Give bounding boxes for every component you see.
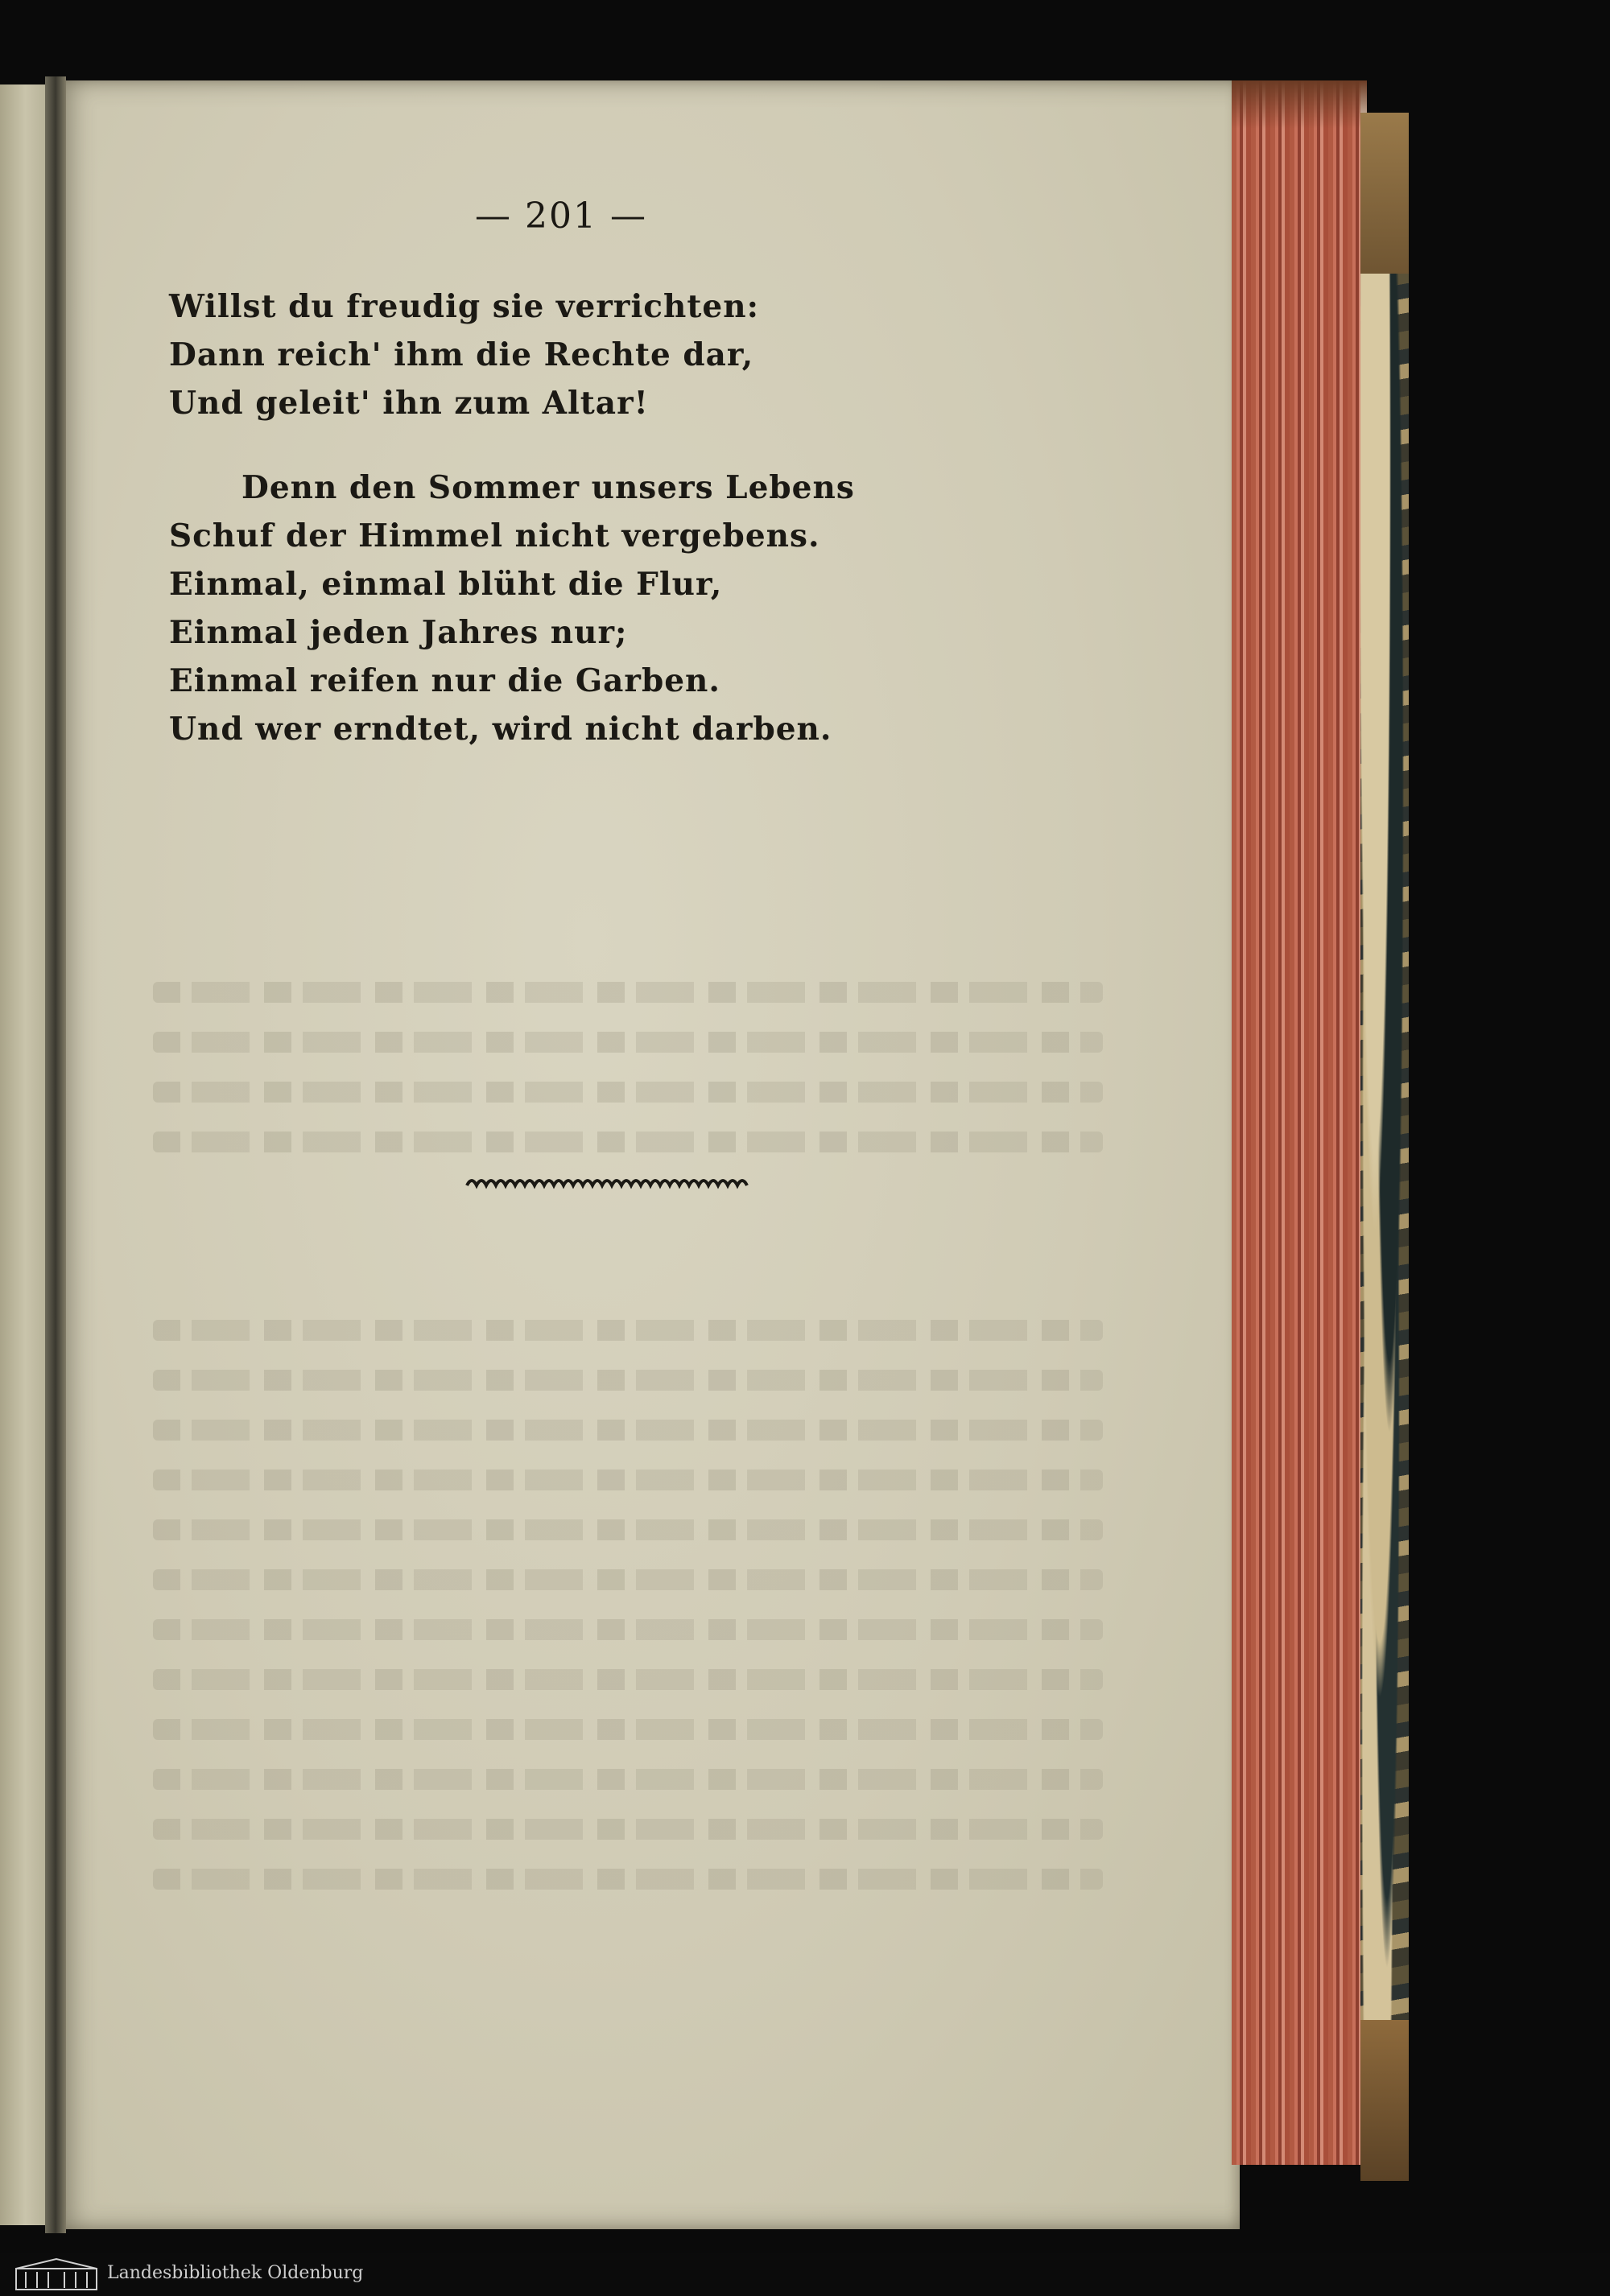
marbled-cover-board: [1360, 274, 1409, 2084]
bleed-through: [153, 1420, 1103, 1441]
verse-line: Und geleit' ihn zum Altar!: [169, 385, 649, 422]
page-edges: [1232, 80, 1367, 2165]
bleed-through: [153, 1370, 1103, 1391]
bleed-through: [153, 1669, 1103, 1690]
bleed-through: [153, 1569, 1103, 1590]
cover-board-top: [1360, 113, 1409, 274]
bleed-through: [153, 1320, 1103, 1341]
bleed-through: [153, 1082, 1103, 1103]
verse-line: Dann reich' ihm die Rechte dar,: [169, 336, 754, 373]
bleed-through: [153, 1619, 1103, 1640]
verse-line: Einmal reifen nur die Garben.: [169, 662, 720, 699]
library-name: Landesbibliothek Oldenburg: [107, 2263, 364, 2283]
verse-line: Und wer erndtet, wird nicht darben.: [169, 711, 832, 748]
bleed-through: [153, 1719, 1103, 1740]
verse-line: Einmal jeden Jahres nur;: [169, 614, 628, 651]
book-gutter: [45, 76, 66, 2233]
verse-line: Einmal, einmal blüht die Flur,: [169, 566, 723, 603]
verse-line: Denn den Sommer unsers Lebens: [242, 469, 855, 506]
bleed-through: [153, 1470, 1103, 1490]
bleed-through: [153, 982, 1103, 1003]
page-edges-shadow: [1232, 80, 1367, 129]
verse-line: Willst du freudig sie verrichten:: [169, 288, 759, 325]
cover-board-bottom: [1360, 2020, 1409, 2181]
ornament-divider: [463, 1171, 761, 1195]
bleed-through: [153, 1869, 1103, 1890]
bleed-through: [153, 1132, 1103, 1152]
bleed-through: [153, 1819, 1103, 1840]
page-number-header: — 201 —: [475, 196, 647, 237]
bleed-through: [153, 1032, 1103, 1053]
library-building-icon: [14, 2257, 98, 2291]
verse-line: Schuf der Himmel nicht vergebens.: [169, 517, 820, 554]
bleed-through: [153, 1769, 1103, 1790]
bleed-through: [153, 1519, 1103, 1540]
